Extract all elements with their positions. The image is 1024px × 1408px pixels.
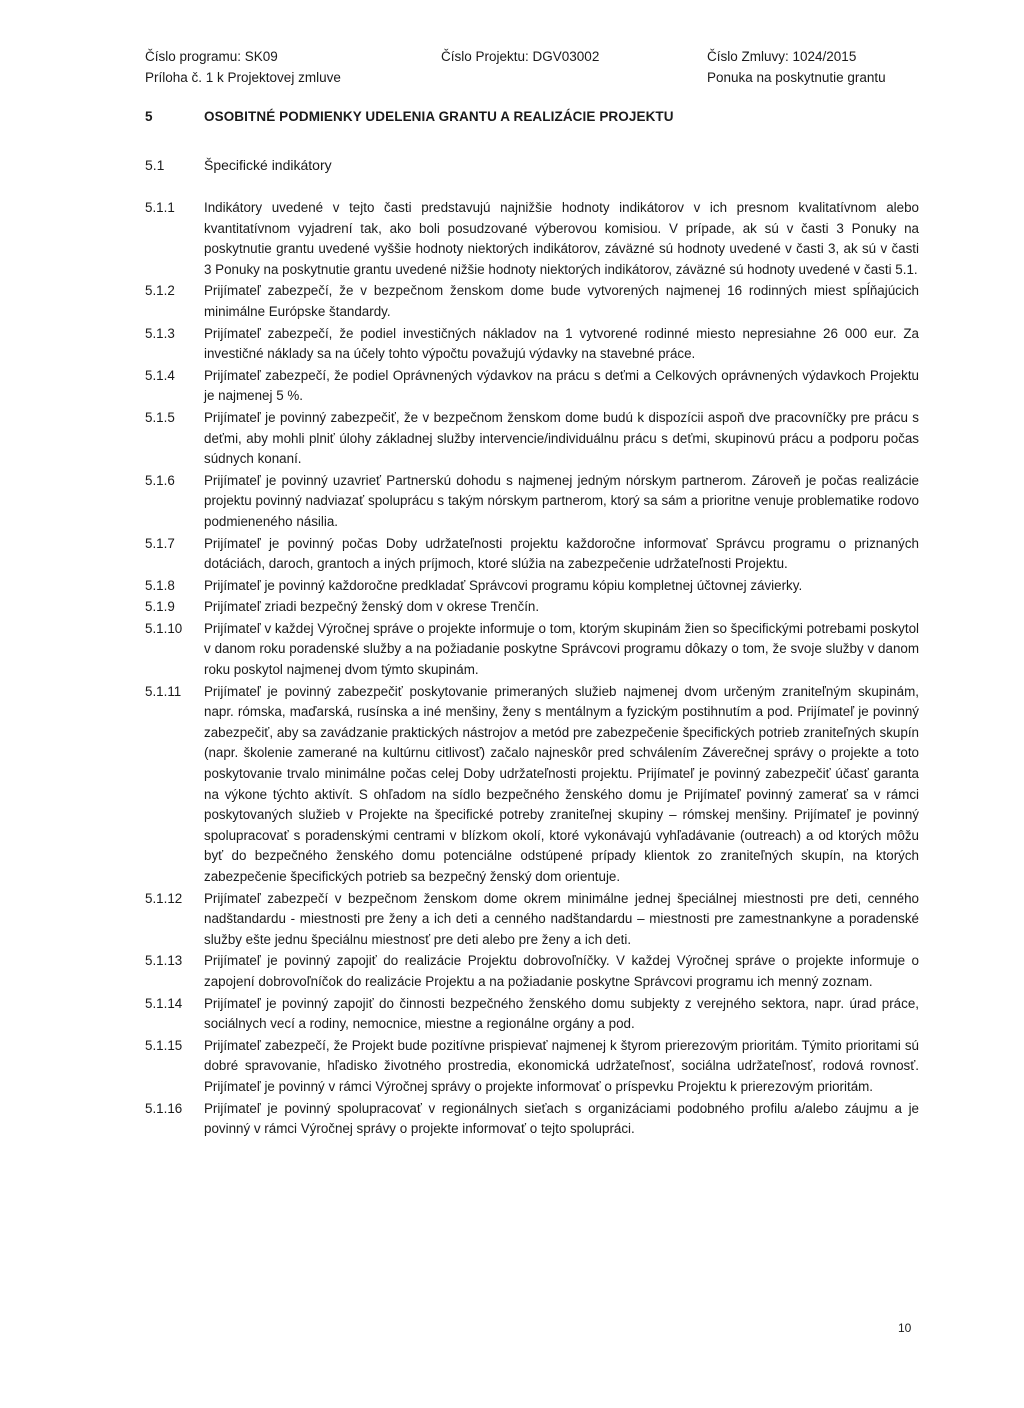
item-text: Prijímateľ v každej Výročnej správe o projekte informuje o tom, ktorým skupinám žien so špecifickými potrebami poskytol v danom roku poradenské služby a na požiadanie poskytne Správcovi programu dôkazy o tom, že svoje služby v danom roku poskytol najmenej dvom týmto skupinám. [204,620,919,678]
list-item [145,576,919,597]
item-text: Prijímateľ je povinný zapojiť do realizácie Projektu dobrovoľníčky. V každej Výročnej správe o projekte informuje o zapojení dobrovoľníčok do realizácie Projektu a na požiadanie poskytne Správcovi programu ich menný zoznam. [204,953,919,989]
subsection-number: 5.1 [145,157,165,173]
item-text: Prijímateľ zabezpečí, že podiel investičných nákladov na 1 vytvorené rodinné miesto nepresiahne 26 000 eur. Za investičné náklady sa na účely tohto výpočtu považujú výdavky na stavebné práce. [204,325,919,362]
list-item [145,324,919,365]
list-item [145,366,919,407]
list-item [145,951,919,992]
section-heading [145,109,674,124]
list-item [145,408,919,470]
item-number: 5.1.3 [145,325,175,341]
item-text: Indikátory uvedené v tejto časti predstavujú najnižšie hodnoty indikátorov v ich presnom kvalitatívnom alebo kvantitatívnom vyjadrení tak, ako boli posudzované výberovou komisiou. V prípade, ak sú v časti 3 Ponuky na poskytnutie grantu uvedené vyššie hodnoty niektorých indikátorov, záväzné sú hodnoty uvedené v časti 3, ak sú v časti 3 Ponuky na poskytnutie grantu uvedené nižšie hodnoty niektorých indikátorov, záväzné sú hodnoty uvedené v časti 5.1. [204,200,919,277]
section-title-text: OSOBITNÉ PODMIENKY UDELENIA GRANTU A REALIZÁCIE PROJEKTU [204,109,674,124]
section-number: 5 [145,109,153,124]
item-number: 5.1.16 [145,1100,183,1116]
item-text: Prijímateľ zabezpečí v bezpečnom ženskom dome okrem minimálne jednej špeciálnej miestnosti pre deti, cenného nadštandardu - miestnosti pre ženy a ich deti a cenného nadštandardu – miestnosti pre zamestnankyne a poradenské služby ešte jednu špeciálnu miestnosť pre deti alebo pre ženy a ich deti. [204,890,919,947]
item-text: Prijímateľ je povinný zapojiť do činnosti bezpečného ženského domu subjekty z verejného sektora, napr. úrad práce, sociálnych vecí a rodiny, nemocnice, miestne a regionálne orgány a pod. [204,995,919,1032]
item-number: 5.1.7 [145,535,175,551]
list-item [145,1099,919,1140]
list-item [145,534,919,575]
list-item [145,198,919,280]
page-header [145,46,919,88]
item-number: 5.1.5 [145,409,175,425]
list-item [145,281,919,322]
item-text: Prijímateľ zabezpečí, že v bezpečnom ženskom dome bude vytvorených najmenej 16 rodinných miest spĺňajúcich minimálne Európske štandardy. [204,283,919,319]
item-text: Prijímateľ je povinný zabezpečiť poskytovanie primeraných služieb najmenej dvom určeným zraniteľným skupinám, napr. rómska, maďarská, rusínska a iné menšiny, ženy s mentálnym a fyzickým postihnutím a pod. Prijímateľ je povinný zabezpečiť, aby sa zavádzanie praktických nástrojov a metód pre zabezpečenie špecifických potrieb zraniteľných skupín (napr. školenie zamerané na kultúrnu citlivosť) začalo najneskôr pred schválením Záverečnej správy o projekte a toto poskytovanie trvalo minimálne počas celej Doby udržateľnosti projektu. Prijímateľ je povinný zabezpečiť účasť garanta na výkone týchto aktivít. S ohľadom na sídlo bezpečného ženského domu je Prijímateľ povinný zamerať sa v rámci poskytovaných služieb v Projekte na špecifické potreby zraniteľnej skupiny – rómskej menšiny. Prijímateľ je povinný spolupracovať s poradenskými centrami v blízkom okolí, ktoré vykonávajú vyhľadávanie (outreach) a od ktorých môžu byť do bezpečného ženského domu potenciálne odstúpené prípady klientok zo zraniteľných skupín, na ktorých zabezpečenie špecifických potrieb sa bezpečný ženský dom orientuje. [204,683,919,884]
item-number: 5.1.11 [145,683,182,699]
item-number: 5.1.15 [145,1037,183,1053]
page-number: 10 [898,1321,912,1335]
item-text: Prijímateľ je povinný každoročne predkladať Správcovi programu kópiu kompletnej účtovnej závierky. [204,577,803,593]
list-item [145,889,919,951]
list-item [145,619,919,681]
item-number: 5.1.6 [145,472,175,488]
item-number: 5.1.8 [145,577,175,593]
annex-label: Príloha č. 1 k Projektovej zmluve [145,70,341,85]
list-item [145,471,919,533]
item-text: Prijímateľ zabezpečí, že podiel Oprávnených výdavkov na prácu s deťmi a Celkových oprávnených výdavkoch Projektu je najmenej 5 %. [204,367,919,404]
indicator-list [145,198,919,1141]
item-number: 5.1.13 [145,953,183,969]
item-text: Prijímateľ je povinný spolupracovať v regionálnych sieťach s organizáciami podobného profilu a/alebo záujmu a je povinný v rámci Výročnej správy o projekte informovať o tejto spolupráci. [204,1100,919,1137]
item-number: 5.1.1 [145,200,175,215]
item-text: Prijímateľ je povinný zabezpečiť, že v bezpečnom ženskom dome budú k dispozícii aspoň dve pracovníčky pre prácu s deťmi, aby mohli plniť úlohy základnej služby intervencie/individuálnu prácu s deťmi, skupinovú prácu a podporu počas súdnych konaní. [204,409,919,467]
program-number: Číslo programu: SK09 [145,49,278,64]
item-number: 5.1.2 [145,283,175,299]
item-number: 5.1.10 [145,620,183,636]
list-item [145,597,919,618]
project-number: Číslo Projektu: DGV03002 [441,49,600,64]
subsection-heading [145,157,332,173]
item-text: Prijímateľ zabezpečí, že Projekt bude pozitívne prispievať najmenej k štyrom prierezovým prioritám. Týmito prioritami sú dobré spravovanie, hľadisko životného prostredia, ekonomická udržateľnosť, sociálna udržateľnosť, rodová rovnosť. Prijímateľ je povinný v rámci Výročnej správy o projekte informovať o príspevku Projektu k prierezovým prioritám. [204,1037,919,1094]
list-item [145,994,919,1035]
item-number: 5.1.14 [145,995,183,1011]
offer-label: Ponuka na poskytnutie grantu [707,70,886,85]
list-item [145,682,919,888]
list-item [145,1036,919,1098]
contract-number: Číslo Zmluvy: 1024/2015 [707,49,857,64]
item-text: Prijímateľ zriadi bezpečný ženský dom v okrese Trenčín. [204,599,540,615]
item-text: Prijímateľ je povinný uzavrieť Partnerskú dohodu s najmenej jedným nórskym partnerom. Zároveň je počas realizácie projektu povinný nadviazať spoluprácu s takým nórskym partnerom, ktorý sa sám a prioritne venuje problematike rodovo podmieneného násilia. [204,472,919,529]
item-number: 5.1.4 [145,367,175,383]
subsection-title-text: Špecifické indikátory [204,157,332,173]
item-number: 5.1.9 [145,599,175,615]
item-text: Prijímateľ je povinný počas Doby udržateľnosti projektu každoročne informovať Správcu programu o priznaných dotáciách, daroch, grantoch a iných príjmoch, ktoré slúžia na zabezpečenie udržateľnosti Projektu. [204,535,919,572]
item-number: 5.1.12 [145,890,183,906]
